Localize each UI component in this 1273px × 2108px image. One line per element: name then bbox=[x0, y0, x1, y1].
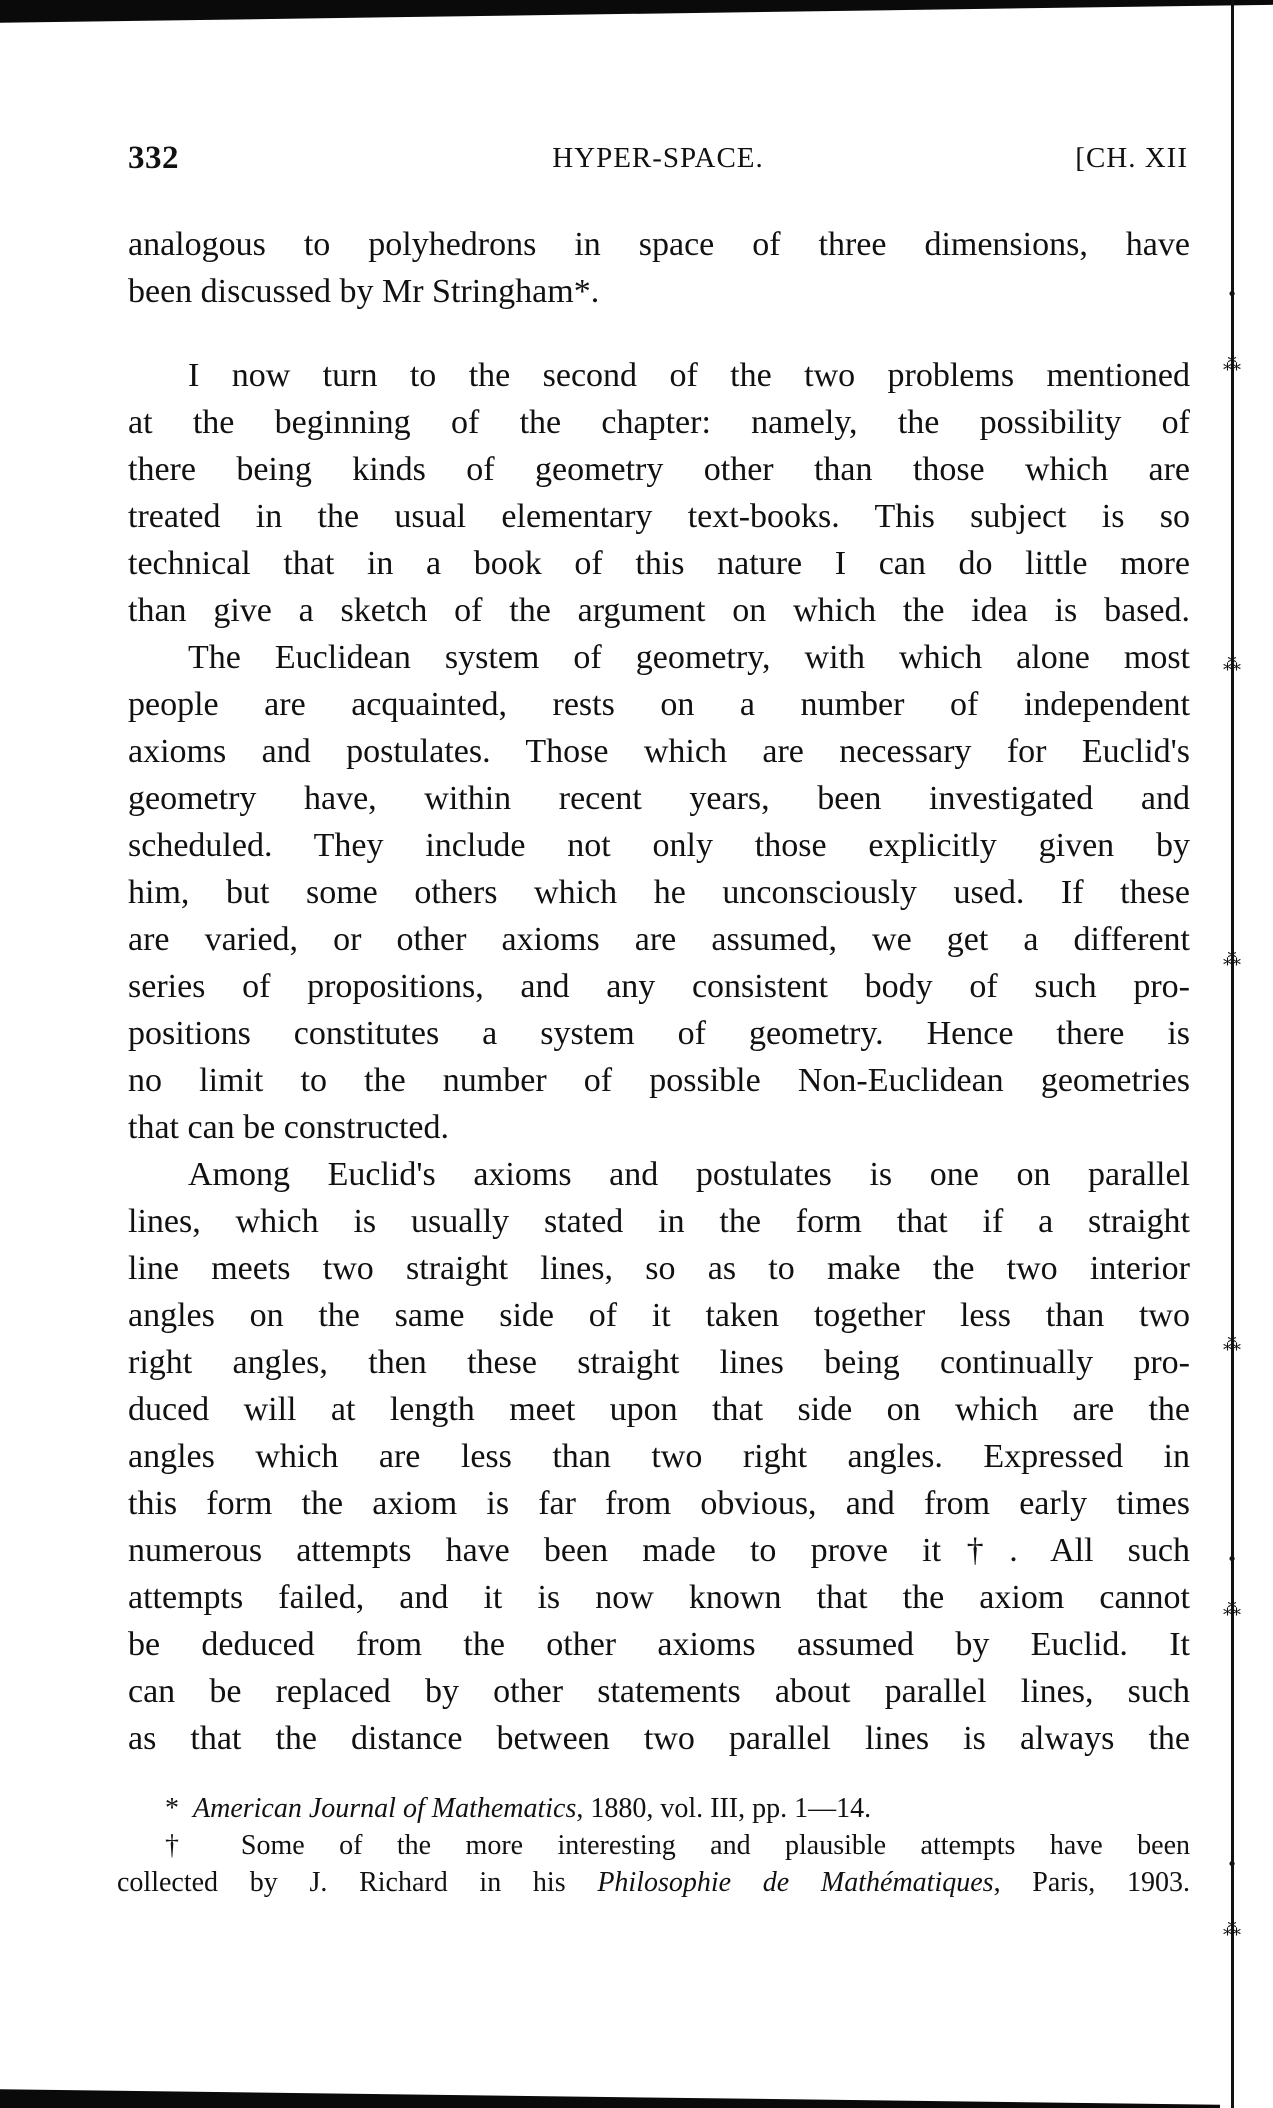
running-title: HYPER-SPACE. bbox=[552, 142, 764, 174]
text-line: positions constitutes a system of geometry. Hence there is bbox=[128, 1015, 1190, 1052]
binding-mark-icon: • bbox=[1226, 1854, 1238, 1875]
footnote-journal-title: American Journal of Mathematics bbox=[193, 1793, 577, 1824]
text-line: no limit to the number of possible Non-Euclidean geometries bbox=[128, 1062, 1190, 1099]
footnote-book-title: Philosophie de Mathématiques bbox=[597, 1867, 994, 1898]
footnote-citation: , 1880, vol. III, pp. 1—14. bbox=[576, 1793, 872, 1824]
text-line: I now turn to the second of the two problems mentioned bbox=[188, 357, 1190, 394]
footnote-text: collected by J. Richard in his bbox=[117, 1867, 598, 1898]
scan-border-bottom bbox=[0, 2086, 1220, 2108]
binding-mark-icon: • bbox=[1226, 1549, 1238, 1570]
binding-mark-icon: ⁂ bbox=[1223, 1334, 1241, 1355]
text-line: analogous to polyhedrons in space of three dimensions, have bbox=[128, 226, 1190, 263]
text-line: axioms and postulates. Those which are necessary for Euclid's bbox=[128, 733, 1190, 770]
paragraph-4 bbox=[128, 1151, 1190, 1762]
footnote-mark-asterisk: * bbox=[165, 1793, 179, 1824]
text-line: than give a sketch of the argument on which the idea is based. bbox=[128, 592, 1190, 629]
text-line: are varied, or other axioms are assumed, we get a different bbox=[128, 921, 1190, 958]
paragraph-2 bbox=[128, 352, 1190, 634]
binding-edge-line bbox=[1231, 0, 1234, 2108]
text-line: numerous attempts have been made to prove it†. All such bbox=[128, 1532, 1190, 1569]
text-line: series of propositions, and any consistent body of such pro- bbox=[128, 968, 1190, 1005]
text-line: be deduced from the other axioms assumed by Euclid. It bbox=[128, 1626, 1190, 1663]
body-text bbox=[128, 221, 1190, 1762]
binding-mark-icon: ⁂ bbox=[1223, 1599, 1241, 1620]
text-line: him, but some others which he unconsciously used. If these bbox=[128, 874, 1190, 911]
text-line: can be replaced by other statements about parallel lines, such bbox=[128, 1673, 1190, 1710]
binding-mark-icon: ⁂ bbox=[1223, 654, 1241, 675]
text-line: this form the axiom is far from obvious, and from early times bbox=[128, 1485, 1190, 1522]
text-line: that can be constructed. bbox=[128, 1109, 449, 1146]
text-line: technical that in a book of this nature I can do little more bbox=[128, 545, 1190, 582]
text-line: duced will at length meet upon that side on which are the bbox=[128, 1391, 1190, 1428]
binding-mark-icon: ⁂ bbox=[1223, 354, 1241, 375]
footnote-2-line-2 bbox=[117, 1864, 1190, 1901]
footnote-2-line-1 bbox=[117, 1827, 1190, 1864]
text-line: right angles, then these straight lines being continually pro- bbox=[128, 1344, 1190, 1381]
text-line: as that the distance between two parallel lines is always the bbox=[128, 1720, 1190, 1757]
binding-mark-icon: ⁂ bbox=[1223, 949, 1241, 970]
page-number: 332 bbox=[128, 140, 179, 176]
paragraph-3 bbox=[128, 634, 1190, 1151]
footnote-text: , Paris, 1903. bbox=[993, 1867, 1191, 1898]
binding-mark-icon: ⁂ bbox=[1223, 1919, 1241, 1940]
chapter-label: [CH. XII bbox=[1075, 142, 1188, 174]
text-line: lines, which is usually stated in the form that if a straight bbox=[128, 1203, 1190, 1240]
text-line: The Euclidean system of geometry, with which alone most bbox=[188, 639, 1190, 676]
footnote-1 bbox=[117, 1790, 1190, 1827]
text-line: there being kinds of geometry other than those which are bbox=[128, 451, 1190, 488]
text-line: line meets two straight lines, so as to make the two interior bbox=[128, 1250, 1190, 1287]
text-line: angles which are less than two right angles. Expressed in bbox=[128, 1438, 1190, 1475]
scan-border-top bbox=[0, 0, 1273, 24]
text-line: Among Euclid's axioms and postulates is one on parallel bbox=[188, 1156, 1190, 1193]
text-line: at the beginning of the chapter: namely, the possibility of bbox=[128, 404, 1190, 441]
text-line: angles on the same side of it taken together less than two bbox=[128, 1297, 1190, 1334]
footnote-mark-dagger: † bbox=[165, 1830, 207, 1861]
paragraph-1 bbox=[128, 221, 1190, 315]
text-line: treated in the usual elementary text-books. This subject is so bbox=[128, 498, 1190, 535]
text-line: been discussed by Mr Stringham*. bbox=[128, 273, 600, 310]
binding-mark-icon: • bbox=[1226, 284, 1238, 305]
footnote-text: Some of the more interesting and plausible attempts have been bbox=[240, 1830, 1191, 1861]
text-line: scheduled. They include not only those explicitly given by bbox=[128, 827, 1190, 864]
text-line: geometry have, within recent years, been investigated and bbox=[128, 780, 1190, 817]
text-line: attempts failed, and it is now known that the axiom cannot bbox=[128, 1579, 1190, 1616]
running-head bbox=[128, 140, 1188, 180]
footnotes bbox=[117, 1790, 1190, 1901]
text-line: people are acquainted, rests on a number of independent bbox=[128, 686, 1190, 723]
